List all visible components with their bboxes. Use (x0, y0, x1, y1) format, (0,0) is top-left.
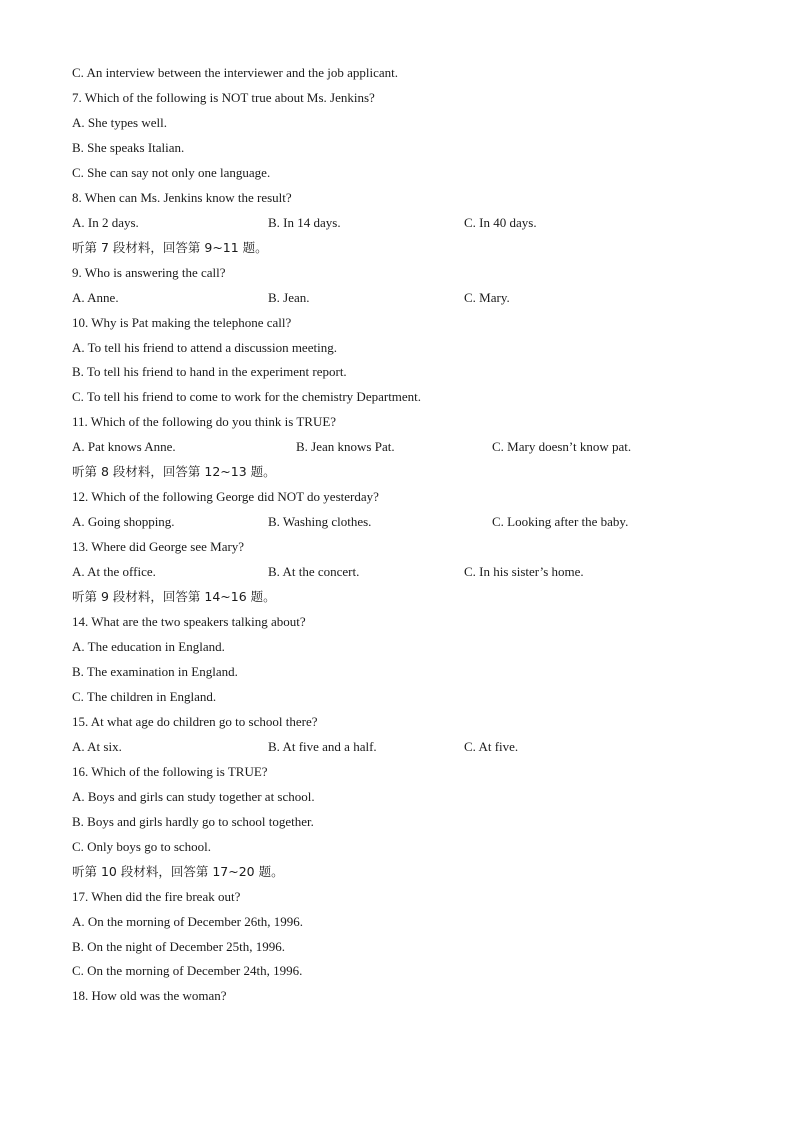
q15-question: 15. At what age do children go to school there? (72, 714, 318, 729)
q13-question: 13. Where did George see Mary? (72, 539, 245, 554)
section-8-heading: 听第 8 段材料，回答第 12~13 题。 (72, 464, 276, 479)
section-7-heading: 听第 7 段材料，回答第 9~11 题。 (72, 240, 268, 255)
q7-option-c: C. She can say not only one language. (72, 165, 271, 180)
q13-option-a: A. At the office. (72, 564, 156, 579)
q11-options-row (72, 437, 722, 457)
q16-option-c: C. Only boys go to school. (72, 839, 212, 854)
q14-option-c: C. The children in England. (72, 689, 217, 704)
q16-option-b: B. Boys and girls hardly go to school together. (72, 814, 314, 829)
q17-option-b: B. On the night of December 25th, 1996. (72, 939, 286, 954)
q16-question: 16. Which of the following is TRUE? (72, 764, 268, 779)
q13-option-b: B. At the concert. (268, 564, 360, 579)
q11-option-a: A. Pat knows Anne. (72, 439, 176, 454)
q13-option-c: C. In his sister’s home. (464, 564, 584, 579)
q8-option-a: A. In 2 days. (72, 215, 139, 230)
q13-options-row (72, 562, 722, 582)
q6-option-c: C. An interview between the interviewer and the job applicant. (72, 65, 398, 80)
q17-question: 17. When did the fire break out? (72, 889, 241, 904)
q15-options-row (72, 737, 722, 757)
q15-option-b: B. At five and a half. (268, 739, 377, 754)
section-10-heading: 听第 10 段材料，回答第 17~20 题。 (72, 864, 284, 879)
q11-option-b: B. Jean knows Pat. (296, 439, 395, 454)
q9-options-row (72, 288, 722, 308)
q8-options-row (72, 213, 722, 233)
q9-question: 9. Who is answering the call? (72, 265, 226, 280)
q10-question: 10. Why is Pat making the telephone call? (72, 315, 292, 330)
q16-option-a: A. Boys and girls can study together at school. (72, 789, 315, 804)
q15-option-c: C. At five. (464, 739, 519, 754)
q12-option-b: B. Washing clothes. (268, 514, 372, 529)
q9-option-a: A. Anne. (72, 290, 119, 305)
q12-option-c: C. Looking after the baby. (492, 514, 629, 529)
q12-question: 12. Which of the following George did NOT do yesterday? (72, 489, 379, 504)
q12-option-a: A. Going shopping. (72, 514, 175, 529)
q8-option-c: C. In 40 days. (464, 215, 537, 230)
q11-question: 11. Which of the following do you think is TRUE? (72, 414, 337, 429)
q8-option-b: B. In 14 days. (268, 215, 341, 230)
q7-option-b: B. She speaks Italian. (72, 140, 185, 155)
q9-option-b: B. Jean. (268, 290, 310, 305)
q10-option-a: A. To tell his friend to attend a discussion meeting. (72, 340, 337, 355)
q7-question: 7. Which of the following is NOT true about Ms. Jenkins? (72, 90, 375, 105)
q15-option-a: A. At six. (72, 739, 122, 754)
q14-option-b: B. The examination in England. (72, 664, 238, 679)
q7-option-a: A. She types well. (72, 115, 167, 130)
q10-option-b: B. To tell his friend to hand in the experiment report. (72, 364, 347, 379)
q12-options-row (72, 512, 722, 532)
q17-option-c: C. On the morning of December 24th, 1996. (72, 963, 303, 978)
q14-option-a: A. The education in England. (72, 639, 225, 654)
q9-option-c: C. Mary. (464, 290, 510, 305)
section-9-heading: 听第 9 段材料，回答第 14~16 题。 (72, 589, 276, 604)
q8-question: 8. When can Ms. Jenkins know the result? (72, 190, 292, 205)
q17-option-a: A. On the morning of December 26th, 1996. (72, 914, 304, 929)
q18-question: 18. How old was the woman? (72, 988, 227, 1003)
q10-option-c: C. To tell his friend to come to work for the chemistry Department. (72, 389, 422, 404)
q14-question: 14. What are the two speakers talking about? (72, 614, 306, 629)
q11-option-c: C. Mary doesn’t know pat. (492, 439, 632, 454)
